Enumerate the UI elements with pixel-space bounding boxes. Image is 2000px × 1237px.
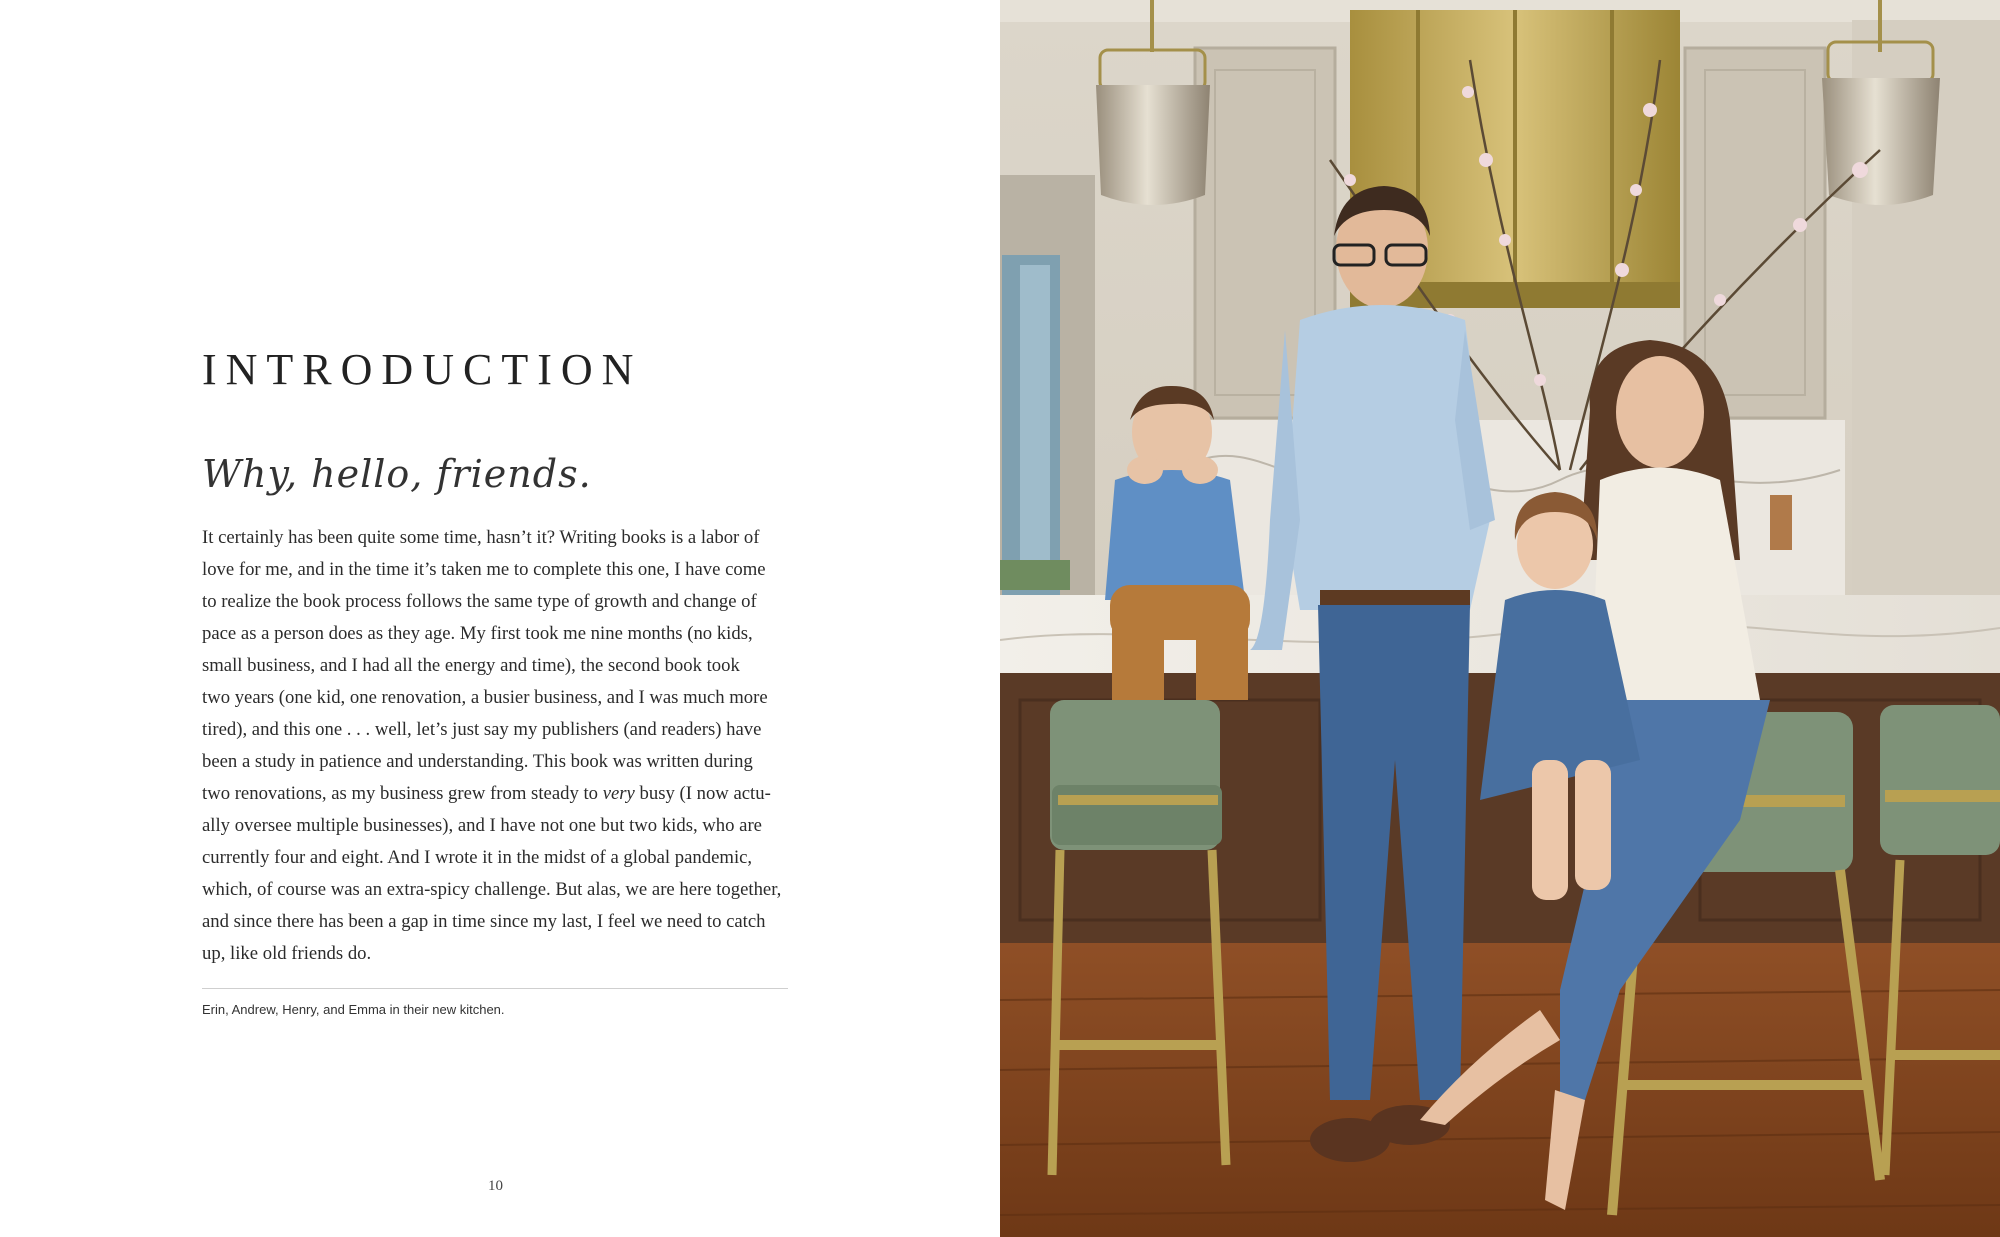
script-subheading: Why, hello, friends. bbox=[202, 452, 592, 496]
caption-divider bbox=[202, 988, 788, 989]
body-line: and since there has been a gap in time since my last, I feel we need to catch bbox=[202, 911, 766, 932]
body-paragraph bbox=[202, 522, 796, 970]
body-line: two years (one kid, one renovation, a busier business, and I was much more bbox=[202, 687, 768, 708]
body-line: ally oversee multiple businesses), and I have not one but two kids, who are bbox=[202, 815, 762, 836]
left-pendant-light bbox=[1096, 85, 1210, 205]
body-line: pace as a person does as they age. My first took me nine months (no kids, bbox=[202, 623, 753, 644]
body-line: love for me, and in the time it’s taken me to complete this one, I have come bbox=[202, 559, 766, 580]
body-line bbox=[202, 778, 796, 810]
body-line: small business, and I had all the energy and time), the second book took bbox=[202, 655, 740, 676]
body-line: been a study in patience and understanding. This book was written during bbox=[202, 751, 753, 772]
window-curtain bbox=[1020, 265, 1050, 585]
body-line: tired), and this one . . . well, let’s just say my publishers (and readers) have bbox=[202, 719, 762, 740]
utensil-crock bbox=[1770, 495, 1792, 550]
body-line-text: two renovations, as my business grew from steady to bbox=[202, 783, 603, 804]
window-greenery bbox=[1000, 560, 1070, 590]
page-number: 10 bbox=[488, 1178, 503, 1194]
body-line: It certainly has been quite some time, hasn’t it? Writing books is a labor of bbox=[202, 527, 760, 548]
emphasis-text: very bbox=[602, 783, 635, 804]
family-kitchen-photo bbox=[1000, 0, 2000, 1237]
body-line: to realize the book process follows the same type of growth and change of bbox=[202, 591, 757, 612]
body-line: currently four and eight. And I wrote it in the midst of a global pandemic, bbox=[202, 847, 753, 868]
body-line-text: busy (I now actu- bbox=[634, 783, 771, 804]
kitchen-photo-illustration bbox=[1000, 0, 2000, 1237]
body-line: up, like old friends do. bbox=[202, 943, 372, 964]
photo-caption: Erin, Andrew, Henry, and Emma in their new kitchen. bbox=[202, 1002, 505, 1017]
body-line: which, of course was an extra-spicy challenge. But alas, we are here together, bbox=[202, 879, 782, 900]
chapter-heading: INTRODUCTION bbox=[202, 345, 643, 394]
